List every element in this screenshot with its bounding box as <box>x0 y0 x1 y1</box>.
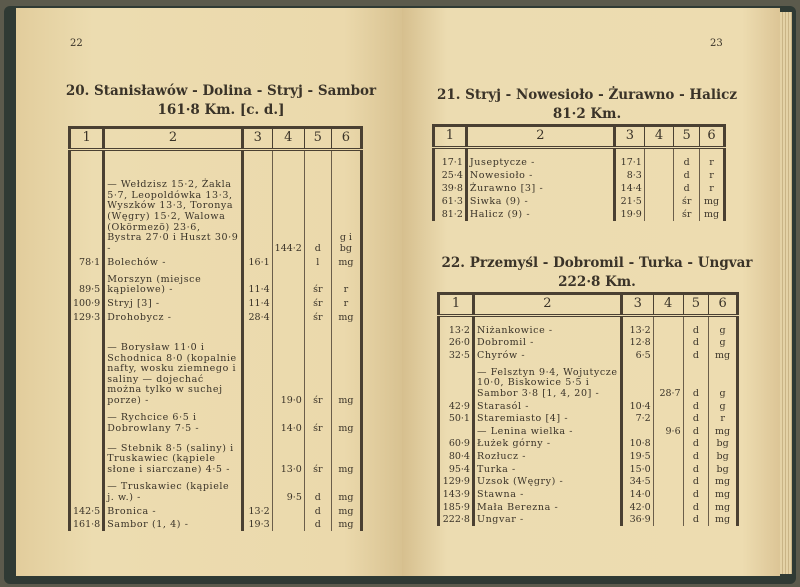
column-header: 1 <box>434 126 467 148</box>
distance-cell <box>242 323 272 406</box>
station-cell: Staremiasto [4] - <box>473 412 621 425</box>
station-cell: Niżankowice - <box>473 324 621 337</box>
branch-distance-cell <box>653 450 683 463</box>
station-cell: Rozłucz - <box>473 450 621 463</box>
table-row <box>434 169 725 182</box>
branch-distance-cell <box>272 254 304 268</box>
km-cell: 81·2 <box>434 208 467 221</box>
distance-cell: 19·5 <box>621 450 653 463</box>
column-header: 1 <box>70 128 104 150</box>
station-cell: — Lenina wielka - <box>473 425 621 438</box>
km-cell: 13·2 <box>439 324 474 337</box>
terrain-cell: r <box>700 169 725 182</box>
road-quality-cell: śr <box>304 296 331 310</box>
terrain-cell: mg <box>331 254 361 268</box>
branch-distance-cell <box>653 336 683 349</box>
road-quality-cell: d <box>683 513 709 526</box>
terrain-cell: mg <box>709 488 738 501</box>
table-row <box>439 361 738 399</box>
table-row <box>70 434 362 476</box>
road-quality-cell: d <box>304 517 331 531</box>
terrain-cell: mg <box>700 208 725 221</box>
station-cell: — Rychcice 6·5 i Dobrowlany 7·5 - <box>104 406 243 434</box>
road-quality-cell: l <box>304 254 331 268</box>
road-quality-cell: śr <box>304 434 331 476</box>
distance-cell: 36·9 <box>621 513 653 526</box>
table-row <box>434 208 725 221</box>
distance-cell: 14·0 <box>621 488 653 501</box>
station-cell: Drohobycz - <box>104 310 243 324</box>
column-header: 5 <box>674 126 700 148</box>
km-cell <box>70 323 104 406</box>
station-cell: Morszyn (miejsce kąpielowe) - <box>104 268 243 296</box>
station-cell: Nowesioło - <box>466 169 614 182</box>
table-row <box>70 310 362 324</box>
column-header: 2 <box>104 128 243 150</box>
station-cell: Bronica - <box>104 503 243 517</box>
branch-distance-cell <box>272 268 304 296</box>
road-quality-cell: śr <box>304 406 331 434</box>
terrain-cell: mg <box>709 513 738 526</box>
branch-distance-cell <box>272 310 304 324</box>
table-row <box>70 158 362 255</box>
distance-cell: 6·5 <box>621 349 653 362</box>
distance-cell: 34·5 <box>621 475 653 488</box>
distance-cell: 19·9 <box>614 208 644 221</box>
branch-distance-cell: 144·2 <box>272 158 304 255</box>
page-edges <box>780 12 792 574</box>
km-cell: 32·5 <box>439 349 474 362</box>
distance-cell: 15·0 <box>621 463 653 476</box>
km-cell: 143·9 <box>439 488 474 501</box>
km-cell <box>439 361 474 399</box>
branch-distance-cell <box>272 296 304 310</box>
km-cell: 161·8 <box>70 517 104 531</box>
header-row <box>70 128 362 150</box>
road-quality-cell: d <box>683 463 709 476</box>
road-quality-cell: d <box>674 182 700 195</box>
distance-cell: 11·4 <box>242 268 272 296</box>
column-header: 4 <box>644 126 674 148</box>
distance-cell: 7·2 <box>621 412 653 425</box>
table-row <box>439 501 738 514</box>
km-cell <box>439 425 474 438</box>
road-quality-cell: d <box>683 488 709 501</box>
branch-distance-cell <box>644 208 674 221</box>
km-cell: 50·1 <box>439 412 474 425</box>
table-row <box>439 437 738 450</box>
branch-distance-cell <box>653 399 683 412</box>
road-quality-cell: d <box>683 475 709 488</box>
station-cell: Uzsok (Węgry) - <box>473 475 621 488</box>
column-header: 5 <box>683 294 709 316</box>
distance-cell: 21·5 <box>614 195 644 208</box>
table-row <box>439 475 738 488</box>
branch-distance-cell: 13·0 <box>272 434 304 476</box>
table-row <box>439 425 738 438</box>
table-row <box>439 463 738 476</box>
station-cell: — Wełdzisz 15·2, Żakla 5·7, Leopoldówka 13·3, Wyszków 13·3, Toronya (Węgry) 15·2, Walowa (Okörmezö) 23·6, Bystra 27·0 i Huszt 30·9 - <box>104 158 243 255</box>
station-cell: Stryj [3] - <box>104 296 243 310</box>
distance-cell <box>242 158 272 255</box>
terrain-cell: mg <box>331 323 361 406</box>
station-cell: Sambor (1, 4) - <box>104 517 243 531</box>
branch-distance-cell <box>653 475 683 488</box>
terrain-cell: mg <box>709 349 738 362</box>
terrain-cell: mg <box>331 517 361 531</box>
road-quality-cell: d <box>683 361 709 399</box>
station-cell: Halicz (9) - <box>466 208 614 221</box>
station-cell: Ungvar - <box>473 513 621 526</box>
terrain-cell: r <box>700 182 725 195</box>
route-title: 22. Przemyśl - Dobromil - Turka - Ungvar 222·8 Km. <box>441 255 753 290</box>
km-cell <box>70 158 104 255</box>
road-quality-cell: d <box>674 156 700 169</box>
road-quality-cell: d <box>683 349 709 362</box>
table-row <box>70 323 362 406</box>
column-header: 3 <box>614 126 644 148</box>
km-cell <box>70 476 104 504</box>
column-header: 4 <box>653 294 683 316</box>
table-row <box>70 476 362 504</box>
branch-distance-cell <box>644 195 674 208</box>
terrain-cell: mg <box>331 434 361 476</box>
route-title: 20. Stanisławów - Dolina - Stryj - Sambor 161·8 Km. [c. d.] <box>65 83 377 118</box>
station-cell: Stawna - <box>473 488 621 501</box>
column-header: 5 <box>304 128 331 150</box>
km-cell: 129·3 <box>70 310 104 324</box>
road-quality-cell: d <box>683 437 709 450</box>
km-cell: 25·4 <box>434 169 467 182</box>
timetable-route-20 <box>68 126 363 531</box>
terrain-cell: g <box>709 361 738 399</box>
distance-cell: 42·0 <box>621 501 653 514</box>
station-cell: — Truskawiec (kąpiele j. w.) - <box>104 476 243 504</box>
table-row <box>439 450 738 463</box>
table-row <box>70 517 362 531</box>
km-cell: 26·0 <box>439 336 474 349</box>
terrain-cell: mg <box>700 195 725 208</box>
terrain-cell: g <box>709 399 738 412</box>
terrain-cell: mg <box>331 503 361 517</box>
distance-cell <box>242 434 272 476</box>
branch-distance-cell <box>653 488 683 501</box>
table-row <box>439 412 738 425</box>
table-row <box>70 503 362 517</box>
distance-cell <box>621 361 653 399</box>
road-quality-cell: śr <box>304 323 331 406</box>
table-row <box>70 406 362 434</box>
distance-cell: 8·3 <box>614 169 644 182</box>
column-header: 3 <box>242 128 272 150</box>
km-cell: 42·9 <box>439 399 474 412</box>
km-cell: 80·4 <box>439 450 474 463</box>
terrain-cell: mg <box>709 475 738 488</box>
table-row <box>439 488 738 501</box>
table-row <box>439 336 738 349</box>
table-row <box>434 182 725 195</box>
road-quality-cell: śr <box>304 268 331 296</box>
km-cell: 185·9 <box>439 501 474 514</box>
distance-cell: 10·4 <box>621 399 653 412</box>
distance-cell: 17·1 <box>614 156 644 169</box>
table-row <box>70 268 362 296</box>
distance-cell: 12·8 <box>621 336 653 349</box>
timetable-route-22 <box>437 292 739 526</box>
branch-distance-cell <box>653 324 683 337</box>
station-cell: Łużek górny - <box>473 437 621 450</box>
station-cell: Starasól - <box>473 399 621 412</box>
column-header: 1 <box>439 294 474 316</box>
table-row <box>434 195 725 208</box>
road-quality-cell: d <box>304 158 331 255</box>
km-cell: 61·3 <box>434 195 467 208</box>
km-cell: 17·1 <box>434 156 467 169</box>
column-header: 6 <box>331 128 361 150</box>
table-row <box>70 296 362 310</box>
terrain-cell: g <box>709 336 738 349</box>
road-quality-cell: d <box>674 169 700 182</box>
station-cell: Siwka (9) - <box>466 195 614 208</box>
km-cell: 222·8 <box>439 513 474 526</box>
table-row <box>439 399 738 412</box>
terrain-cell: g <box>709 324 738 337</box>
table-row <box>439 349 738 362</box>
station-cell: Juseptycze - <box>466 156 614 169</box>
route-title: 21. Stryj - Nowesioło - Żurawno - Halicz 81·2 Km. <box>436 87 738 122</box>
terrain-cell: mg <box>709 425 738 438</box>
timetable-route-21 <box>432 124 726 221</box>
km-cell: 78·1 <box>70 254 104 268</box>
station-cell: — Felsztyn 9·4, Wojutycze 10·0, Biskowice 5·5 i Sambor 3·8 [1, 4, 20] - <box>473 361 621 399</box>
branch-distance-cell <box>272 503 304 517</box>
terrain-cell: bg <box>709 463 738 476</box>
terrain-cell: mg <box>331 476 361 504</box>
road-quality-cell: d <box>683 324 709 337</box>
terrain-cell: mg <box>709 501 738 514</box>
column-header: 4 <box>272 128 304 150</box>
column-header: 6 <box>709 294 738 316</box>
station-cell: Turka - <box>473 463 621 476</box>
station-cell: — Borysław 11·0 i Schodnica 8·0 (kopalnie nafty, wosku ziemnego i saliny — dojechać można tylko w suchej porze) - <box>104 323 243 406</box>
road-quality-cell: d <box>683 336 709 349</box>
distance-cell: 13·2 <box>242 503 272 517</box>
branch-distance-cell: 9·6 <box>653 425 683 438</box>
road-quality-cell: d <box>304 476 331 504</box>
km-cell <box>70 434 104 476</box>
branch-distance-cell <box>653 513 683 526</box>
table-row <box>434 156 725 169</box>
distance-cell: 28·4 <box>242 310 272 324</box>
column-header: 2 <box>473 294 621 316</box>
page-number: 23 <box>710 38 723 49</box>
distance-cell <box>242 476 272 504</box>
distance-cell: 11·4 <box>242 296 272 310</box>
branch-distance-cell <box>272 517 304 531</box>
km-cell: 129·9 <box>439 475 474 488</box>
distance-cell: 16·1 <box>242 254 272 268</box>
page-number: 22 <box>70 38 83 49</box>
terrain-cell: mg <box>331 310 361 324</box>
branch-distance-cell: 9·5 <box>272 476 304 504</box>
branch-distance-cell <box>653 501 683 514</box>
road-quality-cell: d <box>683 399 709 412</box>
road-quality-cell: d <box>683 425 709 438</box>
km-cell <box>70 406 104 434</box>
branch-distance-cell <box>653 463 683 476</box>
station-cell: Dobromil - <box>473 336 621 349</box>
terrain-cell: g i bg <box>331 158 361 255</box>
distance-cell: 10·8 <box>621 437 653 450</box>
station-cell: Bolechów - <box>104 254 243 268</box>
column-header: 2 <box>466 126 614 148</box>
column-header: 6 <box>700 126 725 148</box>
table-row <box>439 324 738 337</box>
km-cell: 39·8 <box>434 182 467 195</box>
header-row <box>434 126 725 148</box>
table-row <box>70 254 362 268</box>
terrain-cell: mg <box>331 406 361 434</box>
station-cell: Żurawno [3] - <box>466 182 614 195</box>
km-cell: 142·5 <box>70 503 104 517</box>
road-quality-cell: d <box>683 501 709 514</box>
branch-distance-cell: 19·0 <box>272 323 304 406</box>
terrain-cell: bg <box>709 437 738 450</box>
branch-distance-cell: 14·0 <box>272 406 304 434</box>
distance-cell: 13·2 <box>621 324 653 337</box>
branch-distance-cell <box>653 412 683 425</box>
station-cell: Mała Berezna - <box>473 501 621 514</box>
km-cell: 89·5 <box>70 268 104 296</box>
table-row <box>439 513 738 526</box>
terrain-cell: r <box>331 296 361 310</box>
road-quality-cell: śr <box>304 310 331 324</box>
station-cell: Chyrów - <box>473 349 621 362</box>
road-quality-cell: d <box>683 412 709 425</box>
branch-distance-cell <box>653 349 683 362</box>
distance-cell <box>242 406 272 434</box>
branch-distance-cell <box>644 182 674 195</box>
station-cell: — Stebnik 8·5 (saliny) i Truskawiec (kąpiele słone i siarczane) 4·5 - <box>104 434 243 476</box>
distance-cell: 14·4 <box>614 182 644 195</box>
terrain-cell: bg <box>709 450 738 463</box>
header-row <box>439 294 738 316</box>
terrain-cell: r <box>700 156 725 169</box>
distance-cell: 19·3 <box>242 517 272 531</box>
km-cell: 60·9 <box>439 437 474 450</box>
road-quality-cell: śr <box>674 208 700 221</box>
branch-distance-cell <box>653 437 683 450</box>
branch-distance-cell <box>644 169 674 182</box>
column-header: 3 <box>621 294 653 316</box>
terrain-cell: r <box>709 412 738 425</box>
branch-distance-cell <box>644 156 674 169</box>
km-cell: 95·4 <box>439 463 474 476</box>
road-quality-cell: d <box>304 503 331 517</box>
branch-distance-cell: 28·7 <box>653 361 683 399</box>
road-quality-cell: d <box>683 450 709 463</box>
km-cell: 100·9 <box>70 296 104 310</box>
terrain-cell: r <box>331 268 361 296</box>
distance-cell <box>621 425 653 438</box>
road-quality-cell: śr <box>674 195 700 208</box>
